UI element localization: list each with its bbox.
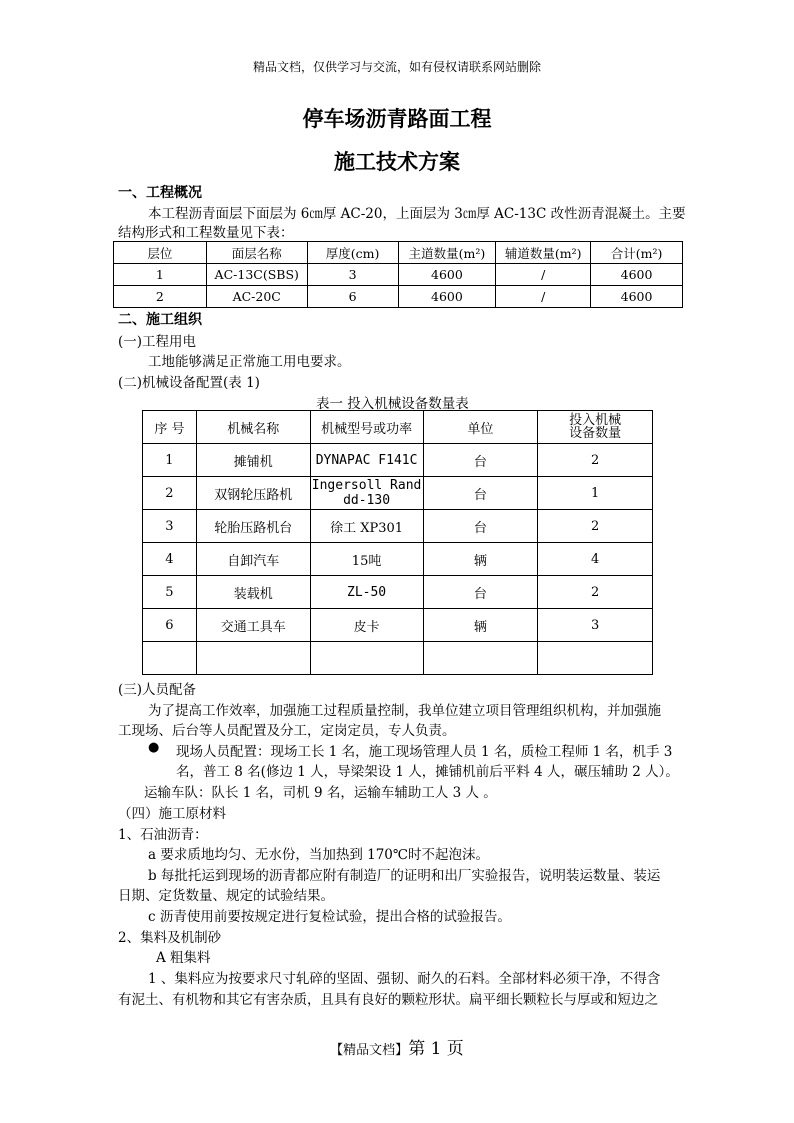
table-header-cell: 主道数量(m²) <box>398 242 496 264</box>
document-title: 停车场沥青路面工程 <box>302 106 492 131</box>
table-cell: 3 <box>143 510 197 543</box>
equipment-table-caption: 表一 投入机械设备数量表 <box>316 396 469 412</box>
table-row <box>114 264 683 286</box>
table-cell: ZL-50 <box>310 576 423 609</box>
table-cell: 1 <box>143 444 197 477</box>
footer-label: 【精品文档】 <box>330 1043 409 1058</box>
table-row <box>143 477 653 510</box>
transport-team: 运输车队：队长 1 名，司机 9 名，运输车辅助工人 3 人 。 <box>144 785 497 801</box>
table-cell: 自卸汽车 <box>196 543 310 576</box>
table-cell: 台 <box>423 477 538 510</box>
table-row <box>143 576 653 609</box>
table-cell: 4600 <box>591 286 683 308</box>
coarse-aggregate-heading: A 粗集料 <box>156 950 211 966</box>
section-heading-organization: 二、施工组织 <box>118 312 202 328</box>
table-cell: 2 <box>538 576 653 609</box>
table-header-cell: 厚度(cm) <box>307 242 398 264</box>
overview-paragraph-line1: 本工程沥青面层下面层为 6㎝厚 AC-20，上面层为 3㎝厚 AC-13C 改性沥青混凝土。主要 <box>148 206 686 222</box>
table-cell <box>310 477 423 510</box>
table-row-empty <box>143 642 653 675</box>
subheading-power: (一)工程用电 <box>118 334 197 350</box>
subheading-materials: （四）施工原材料 <box>118 806 226 822</box>
staff-paragraph-line1: 为了提高工作效率，加强施工过程质量控制，我单位建立项目管理组织机构，并加强施 <box>148 703 661 719</box>
table-cell: 辆 <box>423 609 538 642</box>
pavement-layer-table <box>113 241 683 308</box>
table-cell: 2 <box>143 477 197 510</box>
table-cell: 辆 <box>423 543 538 576</box>
table-cell: 4600 <box>591 264 683 286</box>
table-cell: DYNAPAC F141C <box>310 444 423 477</box>
bullet-dot: ● <box>148 740 160 755</box>
staff-paragraph-line2: 工现场、后台等人员配置及分工，定岗定员，专人负责。 <box>118 723 456 739</box>
table-cell <box>310 642 423 675</box>
material-asphalt-a: a 要求质地均匀、无水份，当加热到 170℃时不起泡沫。 <box>148 847 489 863</box>
subheading-staff: (三)人员配备 <box>118 682 197 698</box>
model-text: Ingersoll Rand <box>311 478 422 493</box>
header-text: 投入机械 <box>569 413 622 428</box>
staff-bullet-line1: 现场人员配置：现场工长 1 名，施工现场管理人员 1 名，质检工程师 1 名，机手 3 <box>176 744 673 760</box>
page-footer <box>0 1034 794 1059</box>
table-cell: 6 <box>143 609 197 642</box>
material-asphalt-heading: 1、石油沥青： <box>118 827 208 843</box>
staff-bullet-line2: 名，普工 8 名(修边 1 人，导梁架设 1 人，摊铺机前后平料 4 人，碾压辅助 2 人）。 <box>176 764 679 780</box>
table-cell: / <box>496 264 591 286</box>
header-text: 设备数量 <box>569 426 622 441</box>
table-header-cell: 机械型号或功率 <box>310 411 423 444</box>
table-cell: AC-20C <box>206 286 307 308</box>
table-row <box>143 543 653 576</box>
table-header-row <box>114 242 683 264</box>
table-header-cell: 合计(m²) <box>591 242 683 264</box>
table-header-cell: 序 号 <box>143 411 197 444</box>
material-asphalt-c: c 沥青使用前要按规定进行复检试验，提出合格的试验报告。 <box>148 909 511 925</box>
table-cell: 4 <box>538 543 653 576</box>
coarse-aggregate-line1: 1 、集料应为按要求尺寸轧碎的坚固、强韧、耐久的石料。全部材料必须干净，不得含 <box>148 971 661 987</box>
table-row <box>114 286 683 308</box>
table-header-cell: 单位 <box>423 411 538 444</box>
table-header-row <box>143 411 653 444</box>
header-note: 精品文档，仅供学习与交流，如有侵权请联系网站删除 <box>252 60 541 74</box>
table-cell: 装载机 <box>196 576 310 609</box>
table-row <box>143 444 653 477</box>
table-row <box>143 510 653 543</box>
document-subtitle: 施工技术方案 <box>334 149 460 174</box>
table-row <box>143 609 653 642</box>
table-cell: 1 <box>538 477 653 510</box>
table-header-cell: 辅道数量(m²) <box>496 242 591 264</box>
section-heading-overview: 一、工程概况 <box>118 185 202 201</box>
table-cell: AC-13C(SBS) <box>206 264 307 286</box>
table-cell: 2 <box>538 510 653 543</box>
table-cell: 台 <box>423 510 538 543</box>
table-cell <box>143 642 197 675</box>
table-cell <box>423 642 538 675</box>
page-number: 第 1 页 <box>408 1039 464 1059</box>
table-cell: 台 <box>423 576 538 609</box>
table-cell: 3 <box>538 609 653 642</box>
table-cell: 徐工 XP301 <box>310 510 423 543</box>
table-cell: 2 <box>538 444 653 477</box>
table-header-cell: 面层名称 <box>206 242 307 264</box>
table-cell: 5 <box>143 576 197 609</box>
table-cell: 台 <box>423 444 538 477</box>
table-cell: 15吨 <box>310 543 423 576</box>
table-cell <box>196 642 310 675</box>
table-cell: 摊铺机 <box>196 444 310 477</box>
material-aggregate-heading: 2、集料及机制砂 <box>118 930 222 946</box>
table-cell: 双钢轮压路机 <box>196 477 310 510</box>
table-cell: / <box>496 286 591 308</box>
material-asphalt-b-line2: 日期、定货数量、规定的试验结果。 <box>118 888 334 904</box>
subheading-equipment: (二)机械设备配置(表 1) <box>118 375 260 391</box>
table-cell: 3 <box>307 264 398 286</box>
table-cell: 皮卡 <box>310 609 423 642</box>
table-cell <box>538 642 653 675</box>
table-cell: 4600 <box>398 264 496 286</box>
table-cell: 交通工具车 <box>196 609 310 642</box>
overview-paragraph-line2: 结构形式和工程数量见下表： <box>118 225 294 241</box>
table-header-cell <box>538 411 653 444</box>
model-text: dd-130 <box>343 493 391 508</box>
table-cell: 1 <box>114 264 207 286</box>
table-header-cell: 机械名称 <box>196 411 310 444</box>
power-text: 工地能够满足正常施工用电要求。 <box>148 354 351 370</box>
table-cell: 轮胎压路机台 <box>196 510 310 543</box>
table-cell: 2 <box>114 286 207 308</box>
table-header-cell: 层位 <box>114 242 207 264</box>
table-cell: 4 <box>143 543 197 576</box>
coarse-aggregate-line2: 有泥土、有机物和其它有害杂质，且具有良好的颗粒形状。扁平细长颗粒长与厚或和短边之 <box>118 992 658 1008</box>
equipment-table <box>142 410 653 675</box>
table-cell: 6 <box>307 286 398 308</box>
material-asphalt-b-line1: b 每批托运到现场的沥青都应附有制造厂的证明和出厂实验报告，说明装运数量、装运 <box>148 868 661 884</box>
table-cell: 4600 <box>398 286 496 308</box>
